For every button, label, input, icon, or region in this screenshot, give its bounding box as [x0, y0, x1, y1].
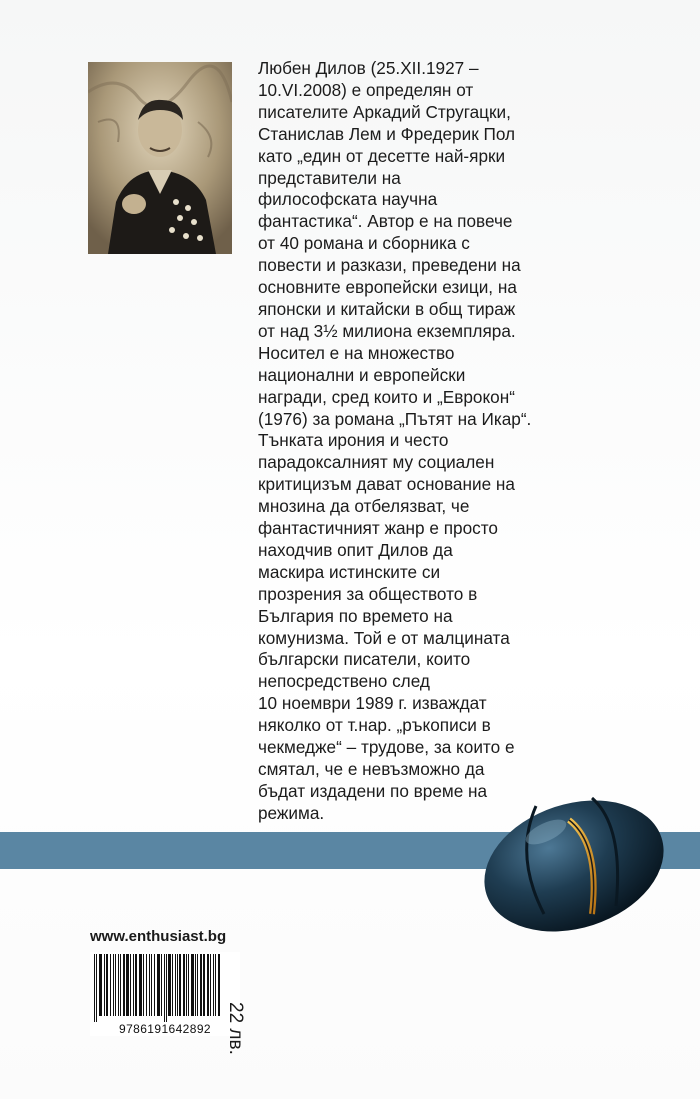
bio-line: смятал, че е невъзможно да	[258, 759, 485, 779]
barcode-bar	[110, 954, 111, 1016]
bio-line: мнозина да отбелязват, че	[258, 496, 470, 517]
barcode-bar	[113, 954, 114, 1016]
barcode-bar	[188, 954, 189, 1016]
bio-line: бъдат издадени по време на	[258, 780, 488, 801]
bio-line: комунизма. Той е от малцината	[258, 627, 510, 648]
barcode-bar	[94, 954, 95, 1022]
barcode-bar	[207, 954, 209, 1016]
bio-line: основните европейски езици, на	[258, 277, 517, 298]
publisher-website[interactable]: www.enthusiast.bg	[90, 928, 227, 945]
barcode-bar	[143, 954, 144, 1016]
barcode-bar	[164, 954, 165, 1022]
barcode-bar	[123, 954, 125, 1016]
barcode-bar	[183, 954, 185, 1016]
author-biography	[258, 58, 603, 825]
barcode-bar	[118, 954, 119, 1016]
bio-line: фантастика“. Автор е на повече	[258, 211, 513, 232]
bio-line: Тънката ирония и често	[258, 430, 449, 451]
barcode-bar	[126, 954, 129, 1016]
bio-line: награди, сред които и „Еврокон“	[258, 386, 515, 407]
bio-line: режима.	[258, 802, 325, 823]
bio-line: български писатели, които	[258, 649, 471, 670]
barcode-bar	[106, 954, 108, 1016]
barcode-bar	[133, 954, 134, 1016]
bio-line: философската научна	[258, 189, 438, 210]
bio-line: България по времето на	[258, 605, 453, 626]
bio-line: фантастичният жанр е просто	[258, 518, 498, 539]
barcode-bar	[218, 954, 220, 1016]
barcode-bar	[213, 954, 214, 1016]
bio-line: от 40 романа и сборника с	[258, 233, 470, 254]
bio-line: парадоксалният му социален	[258, 452, 495, 473]
price-label: 22 лв.	[225, 1002, 246, 1055]
isbn-number: 9786191642892	[119, 1022, 211, 1036]
bio-line: повести и разкази, преведени на	[258, 255, 521, 276]
scarab-illustration	[474, 786, 674, 936]
barcode-bar	[166, 954, 167, 1022]
barcode-bar	[200, 954, 202, 1016]
bio-line: 10.VI.2008) е определян от	[258, 79, 474, 100]
bio-line: японски и китайски в общ тираж	[258, 298, 516, 319]
bio-line: находчив опит Дилов да	[258, 539, 453, 560]
barcode-bar	[115, 954, 116, 1016]
bio-line: маскира истинските си	[258, 561, 441, 582]
bio-line: като „един от десетте най-ярки	[258, 145, 506, 166]
barcode-bar	[151, 954, 152, 1016]
bio-line: (1976) за романа „Пътят на Икар“.	[258, 408, 532, 429]
bio-line: прозрения за обществото в	[258, 583, 478, 604]
barcode-bar	[120, 954, 121, 1016]
author-photo	[88, 62, 232, 254]
bio-line: 10 ноември 1989 г. изваждат	[258, 693, 487, 714]
barcode-bar	[172, 954, 173, 1016]
bio-line: национални и европейски	[258, 364, 466, 385]
barcode-bar	[215, 954, 216, 1016]
barcode-bar	[104, 954, 105, 1016]
bio-line: представители на	[258, 167, 401, 188]
barcode-bar	[154, 954, 155, 1016]
barcode-bar	[139, 954, 142, 1016]
barcode-bar	[146, 954, 147, 1016]
barcode-bar	[203, 954, 205, 1016]
barcode-bar	[175, 954, 176, 1016]
bio-line: критицизъм дават основание на	[258, 474, 515, 495]
barcode-bar	[96, 954, 97, 1022]
isbn-barcode	[90, 952, 240, 1036]
barcode-bar	[197, 954, 198, 1016]
barcode-bar	[157, 954, 160, 1016]
barcode-bar	[195, 954, 196, 1016]
bio-line: чекмедже“ – трудове, за които е	[258, 737, 515, 758]
bio-line: писателите Аркадий Стругацки,	[258, 101, 511, 122]
bio-line: Любен Дилов (25.XII.1927 –	[258, 58, 479, 78]
barcode-bar	[191, 954, 194, 1016]
bio-line: от над 3½ милиона екземпляра.	[258, 320, 516, 341]
bio-line: няколко от т.нар. „ръкописи в	[258, 715, 491, 736]
barcode-bar	[161, 954, 162, 1016]
barcode-bar	[130, 954, 131, 1016]
barcode-bar	[179, 954, 181, 1016]
barcode-bar	[210, 954, 211, 1016]
barcode-bar	[135, 954, 137, 1016]
barcode-bar	[177, 954, 178, 1016]
bio-line: Носител е на множество	[258, 342, 455, 363]
barcode-bar	[99, 954, 102, 1016]
barcode-bar	[168, 954, 171, 1016]
barcode-bar	[149, 954, 150, 1016]
bio-line: непосредствено след	[258, 671, 430, 692]
bio-line: Станислав Лем и Фредерик Пол	[258, 123, 516, 144]
barcode-bar	[186, 954, 187, 1016]
